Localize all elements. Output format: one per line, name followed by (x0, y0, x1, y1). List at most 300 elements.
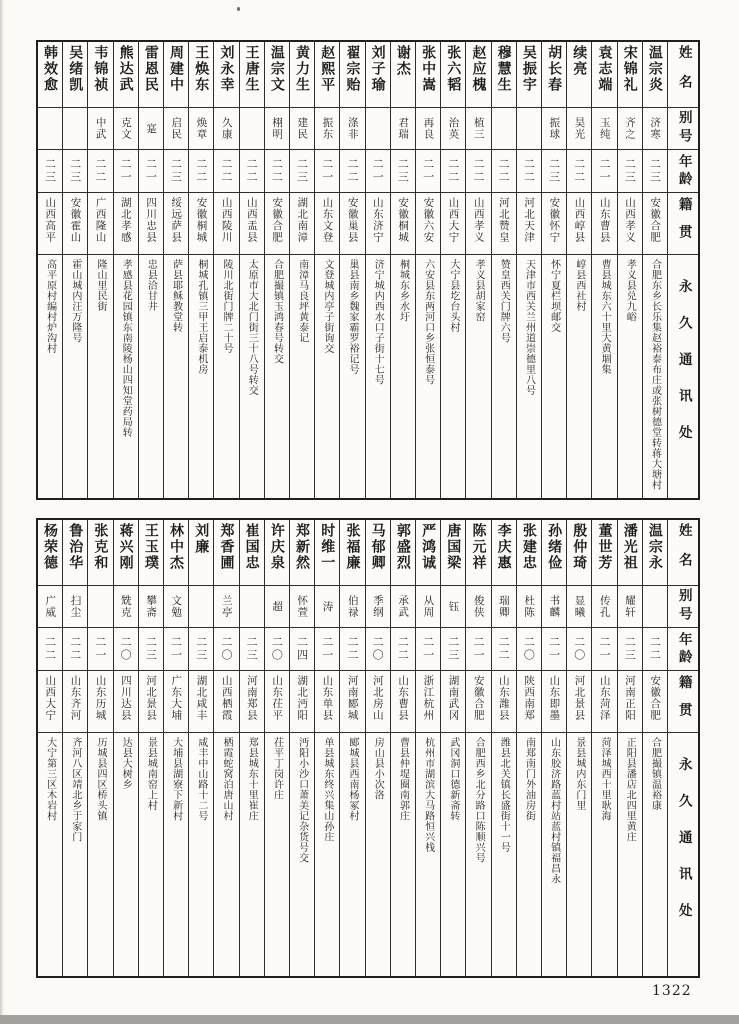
native-cell (164, 671, 188, 733)
alias-text: 攀斋 (145, 595, 158, 618)
address-text: 茌平丁岗许庄 (271, 737, 283, 800)
alias-text: 季纲 (371, 595, 384, 618)
name-text: 刘永幸 (218, 45, 235, 93)
address-text: 高平原村编村炉沟村 (44, 259, 56, 354)
name-text: 袁志端 (596, 45, 613, 93)
alias-cell (643, 108, 667, 150)
name-cell (240, 42, 264, 108)
age-cell (114, 150, 138, 193)
registry-table-top (36, 40, 700, 500)
native-cell (492, 193, 516, 255)
age-cell (643, 150, 667, 193)
alias-cell (88, 108, 112, 150)
age-cell (366, 628, 390, 671)
native-cell (114, 671, 138, 733)
age-cell (492, 150, 516, 193)
alias-text: 植三 (472, 117, 485, 140)
address-text: 南郑南门外油房街 (523, 737, 535, 821)
name-text: 韩效愈 (42, 45, 59, 93)
name-cell (592, 520, 616, 586)
person-column (163, 520, 188, 976)
name-text: 张建忠 (520, 523, 537, 571)
native-cell (114, 193, 138, 255)
name-text: 马郁卿 (369, 523, 386, 571)
alias-cell (38, 108, 62, 150)
address-text: 大宁县圪台头村 (447, 259, 459, 333)
native-text: 河北房山 (371, 675, 384, 721)
age-cell (240, 628, 264, 671)
person-column (465, 42, 490, 498)
address-text: 曹县仲堤圈南郭庄 (397, 737, 409, 821)
person-column (491, 42, 516, 498)
alias-text: 中武 (94, 117, 107, 140)
person-column (289, 42, 314, 498)
name-text: 殷仲琦 (571, 523, 588, 571)
alias-cell (164, 108, 188, 150)
age-text: 二二 (446, 158, 460, 184)
address-text: 历城县四区桥头镇 (95, 737, 107, 821)
person-column (617, 520, 642, 976)
header-column (667, 42, 698, 498)
age-cell (38, 628, 62, 671)
address-text: 合肥东乡长乐集赵裕泰布庄或张树德堂转蒋大塘村 (649, 259, 661, 490)
age-cell (189, 150, 213, 193)
header-address-label: 永久通讯处 (675, 279, 692, 462)
address-text: 陵川北街门牌二十号 (221, 259, 233, 354)
native-cell (542, 193, 566, 255)
age-text: 二〇 (572, 636, 586, 662)
alias-text: 济寒 (649, 117, 662, 140)
age-text: 二二 (396, 636, 410, 662)
age-text: 二一 (144, 158, 158, 184)
name-cell (240, 520, 264, 586)
age-cell (416, 628, 440, 671)
address-cell (114, 255, 138, 498)
alias-cell (366, 586, 390, 628)
name-text: 郑新然 (294, 523, 311, 571)
native-cell (441, 671, 465, 733)
name-cell (189, 42, 213, 108)
native-text: 山东单县 (321, 675, 334, 721)
native-text: 河南郾城 (346, 675, 359, 721)
age-text: 二一 (320, 158, 334, 184)
age-text: 二〇 (270, 636, 284, 662)
header-native-label: 籍贯 (675, 675, 692, 730)
native-cell (240, 193, 264, 255)
native-cell (38, 671, 62, 733)
native-text: 安徽霍山 (69, 197, 82, 243)
address-cell (88, 255, 112, 498)
native-cell (139, 193, 163, 255)
age-text: 二二 (471, 158, 485, 184)
address-text: 孝义县兑九峪 (624, 259, 636, 322)
name-text: 周建中 (168, 45, 185, 93)
name-cell (114, 520, 138, 586)
name-cell (441, 42, 465, 108)
address-text: 武冈洞口德新斋转 (447, 737, 459, 821)
name-cell (290, 42, 314, 108)
name-text: 张六韬 (445, 45, 462, 93)
address-text: 孝感县花园镇东南陵杨山四知堂药局转 (120, 259, 132, 438)
address-text: 济宁城内西水口子街十七号 (372, 259, 384, 385)
name-cell (567, 520, 591, 586)
address-text: 合肥西乡北分路口陈顺兴号 (473, 737, 485, 863)
native-text: 山东文登 (321, 197, 334, 243)
alias-cell (189, 586, 213, 628)
age-cell (214, 150, 238, 193)
native-cell (441, 193, 465, 255)
alias-text: 怀萱 (296, 595, 309, 618)
person-column (390, 520, 415, 976)
person-column (365, 520, 390, 976)
address-text: 沔阳小沙口萧美记杂货号交 (296, 737, 308, 863)
address-cell (189, 733, 213, 976)
native-text: 安徽合肥 (649, 675, 662, 721)
address-cell (214, 733, 238, 976)
native-text: 山西栖霞 (220, 675, 233, 721)
address-cell (139, 255, 163, 498)
alias-cell (391, 108, 415, 150)
alias-cell (567, 586, 591, 628)
address-cell (240, 733, 264, 976)
native-cell (592, 193, 616, 255)
address-cell (214, 255, 238, 498)
native-text: 河北赞皇 (497, 197, 510, 243)
name-text: 续亮 (571, 45, 588, 77)
header-name-label: 姓名 (675, 45, 692, 104)
alias-cell (114, 108, 138, 150)
address-cell (492, 733, 516, 976)
address-cell (542, 255, 566, 498)
alias-cell (139, 108, 163, 150)
age-text: 二三 (169, 158, 183, 184)
alias-cell (542, 586, 566, 628)
person-column (314, 42, 339, 498)
address-cell (340, 255, 364, 498)
age-text: 二二 (270, 158, 284, 184)
address-cell (466, 255, 490, 498)
address-cell (492, 255, 516, 498)
alias-text: 齐之 (623, 117, 636, 140)
person-column (440, 520, 465, 976)
native-cell (366, 193, 390, 255)
age-text: 二一 (597, 158, 611, 184)
header-alias-label: 别号 (675, 110, 692, 147)
age-cell (441, 628, 465, 671)
person-column (38, 42, 62, 498)
alias-cell (88, 586, 112, 628)
header-name-cell (668, 42, 698, 108)
native-text: 安徽六安 (422, 197, 435, 243)
address-cell (240, 255, 264, 498)
name-cell (618, 520, 642, 586)
name-text: 温宗炎 (646, 45, 663, 93)
scan-band (0, 1015, 739, 1024)
age-text: 二三 (648, 158, 662, 184)
name-cell (88, 42, 112, 108)
name-cell (492, 42, 516, 108)
name-text: 黄力生 (294, 45, 311, 93)
name-text: 郑香圃 (218, 523, 235, 571)
address-text: 郑县城东十里崔庄 (246, 737, 258, 821)
age-text: 二二 (68, 636, 82, 662)
person-column (62, 520, 87, 976)
address-text: 南漳马良坪黄泰记 (296, 259, 308, 343)
header-address-cell (668, 733, 698, 976)
age-text: 二一 (371, 158, 385, 184)
age-text: 二一 (597, 636, 611, 662)
address-text: 忠县洽甘井 (145, 259, 157, 312)
address-cell (643, 255, 667, 498)
native-text: 四川达县 (119, 675, 132, 721)
alias-cell (517, 108, 541, 150)
person-column (465, 520, 490, 976)
native-text: 安徽合肥 (472, 675, 485, 721)
age-text: 二三 (68, 158, 82, 184)
alias-cell (265, 586, 289, 628)
address-cell (643, 733, 667, 976)
address-cell (517, 733, 541, 976)
age-cell (290, 628, 314, 671)
name-cell (466, 42, 490, 108)
age-text: 二一 (471, 636, 485, 662)
alias-text: 再良 (422, 117, 435, 140)
native-text: 湖北咸丰 (195, 675, 208, 721)
address-cell (517, 255, 541, 498)
alias-text: 显曦 (573, 595, 586, 618)
age-cell (164, 628, 188, 671)
name-text: 陈元祥 (470, 523, 487, 571)
native-text: 河北天津 (523, 197, 536, 243)
person-column (339, 42, 364, 498)
address-cell (290, 255, 314, 498)
native-cell (265, 671, 289, 733)
alias-cell (542, 108, 566, 150)
native-cell (214, 193, 238, 255)
native-text: 湖北孝感 (119, 197, 132, 243)
person-column (239, 520, 264, 976)
alias-cell (592, 108, 616, 150)
address-cell (416, 255, 440, 498)
native-text: 山东历城 (94, 675, 107, 721)
person-column (163, 42, 188, 498)
native-cell (139, 671, 163, 733)
address-cell (290, 733, 314, 976)
age-text: 二一 (320, 636, 334, 662)
alias-text: 焕章 (195, 117, 208, 140)
age-cell (391, 628, 415, 671)
name-text: 熊达武 (117, 45, 134, 93)
header-name-cell (668, 520, 698, 586)
name-cell (38, 42, 62, 108)
age-text: 二一 (421, 636, 435, 662)
address-cell (567, 733, 591, 976)
alias-cell (618, 586, 642, 628)
address-text: 大宁第三区木岩村 (44, 737, 56, 821)
address-text: 合肥撮镇玉鸿春号转交 (271, 259, 283, 364)
person-column (239, 42, 264, 498)
name-cell (290, 520, 314, 586)
native-text: 安徽巢县 (346, 197, 359, 243)
address-text: 齐河八区靖北乡于家门 (69, 737, 81, 842)
native-cell (567, 193, 591, 255)
header-alias-label: 别号 (675, 588, 692, 625)
name-text: 许庆泉 (268, 523, 285, 571)
address-text: 怀宁夏栏坝邮交 (548, 259, 560, 333)
age-text: 二三 (194, 636, 208, 662)
alias-cell (340, 108, 364, 150)
age-text: 二三 (295, 158, 309, 184)
native-text: 山西大宁 (44, 675, 57, 721)
address-text: 巢县南乡魏家霸罗裕记号 (347, 259, 359, 375)
person-column (415, 520, 440, 976)
native-text: 四川忠县 (145, 197, 158, 243)
native-text: 浙江杭州 (422, 675, 435, 721)
native-cell (214, 671, 238, 733)
address-cell (567, 255, 591, 498)
native-text: 山西盂县 (245, 197, 258, 243)
native-cell (567, 671, 591, 733)
native-text: 山西陵川 (220, 197, 233, 243)
address-text: 杭州市湖滨大马路恒兴栈 (422, 737, 434, 853)
age-cell (139, 628, 163, 671)
age-text: 二一 (93, 636, 107, 662)
scan-edge (0, 0, 4, 1024)
age-cell (592, 150, 616, 193)
name-cell (164, 42, 188, 108)
native-cell (38, 193, 62, 255)
person-column (365, 42, 390, 498)
person-column (491, 520, 516, 976)
alias-cell (492, 108, 516, 150)
age-text: 二三 (623, 636, 637, 662)
address-text: 孝义县胡家窑 (473, 259, 485, 322)
address-text: 正阳县潘店北四里黄庄 (624, 737, 636, 842)
name-text: 韦锦祯 (92, 45, 109, 93)
age-text: 二二 (345, 636, 359, 662)
alias-cell (315, 586, 339, 628)
native-cell (88, 193, 112, 255)
age-text: 二一 (421, 158, 435, 184)
native-cell (290, 671, 314, 733)
age-cell (366, 150, 390, 193)
address-text: 赞皇西关门牌六号 (498, 259, 510, 343)
name-cell (567, 42, 591, 108)
address-text: 崞县西社村 (573, 259, 585, 312)
age-text: 二三 (144, 636, 158, 662)
age-text: 二二 (497, 636, 511, 662)
name-text: 王玉璞 (142, 523, 159, 571)
header-address-cell (668, 255, 698, 498)
address-cell (366, 733, 390, 976)
native-text: 陕西南郑 (523, 675, 536, 721)
header-age-cell (668, 628, 698, 671)
address-cell (315, 255, 339, 498)
header-age-cell (668, 150, 698, 193)
name-text: 李庆惠 (495, 523, 512, 571)
native-text: 安徽合肥 (271, 197, 284, 243)
name-text: 董世芳 (596, 523, 613, 571)
alias-text: 兰亭 (220, 595, 233, 618)
alias-text: 寔 (145, 122, 158, 135)
age-text: 二一 (169, 636, 183, 662)
name-cell (592, 42, 616, 108)
name-cell (63, 42, 87, 108)
address-text: 达县大树乡 (120, 737, 132, 790)
alias-text: 耀轩 (623, 595, 636, 618)
native-cell (492, 671, 516, 733)
name-text: 严鸿诚 (420, 523, 437, 571)
age-text: 二三 (245, 636, 259, 662)
address-cell (391, 733, 415, 976)
alias-text: 建民 (296, 117, 309, 140)
registry-table-bottom (36, 518, 700, 978)
person-column (62, 42, 87, 498)
name-text: 孙绪俭 (546, 523, 563, 571)
address-text: 景县城南窑上村 (145, 737, 157, 811)
address-text: 萨县耶稣教堂转 (170, 259, 182, 333)
age-cell (567, 628, 591, 671)
header-address-label: 永久通讯处 (675, 757, 692, 940)
age-cell (139, 150, 163, 193)
name-cell (139, 42, 163, 108)
native-cell (63, 671, 87, 733)
age-cell (315, 628, 339, 671)
age-cell (643, 628, 667, 671)
native-cell (466, 671, 490, 733)
age-text: 二二 (43, 636, 57, 662)
alias-text: 昊光 (573, 117, 586, 140)
native-cell (517, 671, 541, 733)
address-cell (340, 733, 364, 976)
age-text: 二四 (295, 636, 309, 662)
alias-text: 杜陈 (523, 595, 536, 618)
person-column (566, 42, 591, 498)
name-cell (391, 520, 415, 586)
address-cell (265, 733, 289, 976)
native-text: 安徽桐城 (195, 197, 208, 243)
person-column (642, 520, 667, 976)
name-cell (416, 42, 440, 108)
header-age-label: 年龄 (675, 153, 692, 189)
age-cell (492, 628, 516, 671)
name-cell (139, 520, 163, 586)
age-cell (618, 628, 642, 671)
alias-text: 钰 (447, 600, 460, 613)
name-text: 吴绪凯 (67, 45, 84, 93)
age-text: 二三 (623, 158, 637, 184)
name-cell (315, 42, 339, 108)
age-cell (63, 150, 87, 193)
address-text: 单县城东终兴集山孙庄 (321, 737, 333, 842)
name-text: 谢杰 (394, 45, 411, 77)
header-column (667, 520, 698, 976)
native-text: 山东茌平 (271, 675, 284, 721)
ink-speck (237, 7, 240, 11)
native-cell (88, 671, 112, 733)
native-text: 绥远萨县 (170, 197, 183, 243)
age-text: 二三 (43, 158, 57, 184)
address-text: 郾城县西南杨冢村 (347, 737, 359, 821)
person-column (541, 42, 566, 498)
alias-text: 克文 (119, 117, 132, 140)
person-column (264, 42, 289, 498)
age-text: 二二 (497, 158, 511, 184)
age-cell (517, 628, 541, 671)
person-column (113, 42, 138, 498)
name-cell (643, 520, 667, 586)
native-cell (643, 193, 667, 255)
